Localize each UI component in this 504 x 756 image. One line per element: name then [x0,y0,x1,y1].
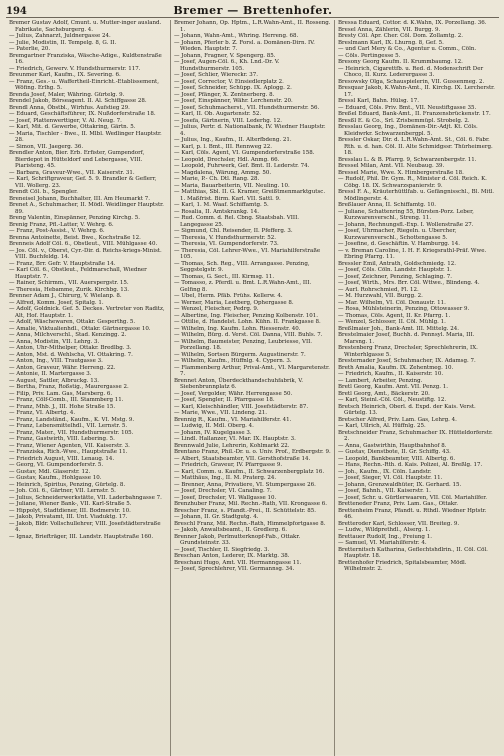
directory-entry: — Friedrich, Kaufm., II. Kaiserstr. 10. [338,371,444,377]
directory-entry: — Friedrich August, VIII. Lenaug. 14. [9,455,115,462]
directory-entry: Bresternader Josef, Schuhmacher, IX. Adamsg. 7. [338,358,476,364]
directory-entry: — Franz, Lebensmittelhdl., VII. Lernstr. 5. [9,423,128,429]
directory-entry: — Jakob, Bldr. Vollschullehrer, VIII. Josefstädterstraße 4. [9,520,161,533]
directory-entry: — Josef, Schuhmacherst., VII. Hundsthurmerstr. 56. [174,104,320,111]
directory-entry: — Albert, Staatsbeamter, VII. Gersthofstraße 14. [174,455,311,462]
directory-entry: Bretscher Alfred, Priv. Lam. Gas, Lehrg. 4. [338,416,457,423]
directory-entry: — und Carl Mery & Co., Agentur u. Comm., Cöln. [338,46,477,52]
directory-entry: — Johann, II. Gr. Stadtgutg. 4. [174,514,259,520]
directory-entry: — Matthias, Sbl. II. G. Kramer, Greißtmenmarktgutsc. 1. Maßfrist. Birm. Karl. VII. Sattl. 9. [174,189,326,202]
directory-entry: — Rud. Comm. d. Rel. Cbng. Staatsbah. VIII. Langegasse 25. [174,215,299,228]
directory-entry: — Adolf, Wäschewaren, Ottakr. Gesperthg. 5. [9,319,136,325]
running-title: Bremer — Brettenhofer. [173,4,333,17]
directory-entry: — Karl, Mit. d. Gewerbe, Ottakring, Gärtn. 5. [9,124,136,130]
directory-entry: — Ludw., Wildprethdl., Alserg. 1. [338,527,431,533]
directory-entry: — Simon, VII. Jaegerg. 36. [9,143,84,150]
directory-entry: — v. Breman Caroline, I. H. F. Kriegsrathl-Präf. Wwe. Ebring Pfarrg. 11. [338,247,487,260]
directory-entry: — Barbara, Graveur-Wwe., VII. Kaiserstr. 31. [9,169,135,176]
directory-entry: Brenneis Adolf Cöl. 6., Obstleut., VIII. Mühlgasse 40. [9,241,158,247]
directory-entry: Breßlmaier Joh., Bank-Amt. III. Mittelg. 24. [338,325,460,332]
directory-entry: Brenig Franz, Pfl.-Latter, V. Wehrg. 6. [9,221,114,228]
directory-entry: Brenda Josef, Maler, Währing. Gürtelg. 9. [9,91,125,98]
directory-entry: — Marie, P.- Ch. Dtl. Rang. 28. [174,176,260,182]
directory-entry: — Gustav, Dienstbote, II. Gr. Schiffg. 43. [338,449,451,455]
column-3 [334,20,498,756]
directory-entry: — Johann, Fragner, V. Spengerg. 85. [174,52,276,59]
directory-entry: — Paterlie, 20. [9,46,51,52]
directory-entry: Brettenheim Franz, Pfandt. u. Rthdl. Wiedner Hptstr. 46. [338,507,487,520]
directory-entry: — Magdalena, Wärung, Ammg. 50. [174,169,272,176]
directory-entry: — Josef, Tischler, II. Siegfriedg. 3. [174,546,270,553]
directory-entry: Bresslau Georg, Ing., Domänen-Dir.-Adjt. Kt. Cöls. Kleidwrkr. Schwarzenbergpl. 5. [338,124,478,137]
directory-entry: — Maria, Tischler - Bwe., II. Mlbl. Wedlinger Hauptstr. 28. [9,130,162,143]
directory-entry: — Antonie, II. Martergasse 3. [9,371,92,377]
directory-entry: — Thomas, Sch. Reg., VIII. Arrangasse. Penzing, Seggstelgstr. 9. [174,260,310,273]
directory-entry: — Theresia, Hebamme, Zurik. Kirchbg. 13. [9,286,129,293]
directory-entry: — Sigmund, Chl. Reisender, II. Pfefferg. 3. [174,228,293,234]
directory-entry: Brestelmaier Josef, Buchh. d. Pennsyl. Maria, III. Marsng. 1. [338,332,475,345]
directory-entry: — Wenzel, Schlosser, II. Cöl. Mühlg. 1. [338,319,446,325]
directory-entry: — Franz, Gastwirth, VIII. Lebering. 5. [9,436,115,442]
directory-entry: — Josef, Drechsler, VI. Canaling. 7. [174,488,272,494]
directory-entry: Bressel Marie, Wwe. X. Himbergerstraße 18. [338,169,464,176]
directory-entry: — Theresia, VI. Gumpendorferstr. 73. [174,241,279,247]
directory-entry: — Heinrich, Cigarettfb. u. Red. d. Modenschrift Der Choco, II. Kurz. Lederergasse 3. [338,65,484,78]
directory-entry: — Juliane, Schattenring 55, Bürsten-Porz. Leber, Kurzwarenverschl., Streng. 11. [338,208,474,221]
directory-entry: Bresony Georg Kaufm. II. Krummbaumg. 12. [338,59,463,65]
directory-entry: — Rudolf, Phil. Dr. Gym. R., Minister d. Cöl. Reich. K. Cöbg. 18. IX. Schwarzspanierstr. 9. [338,176,487,189]
directory-entry: — Amalie, Viktualienhdl., Ottakr. Gärtnergasse 10. [9,325,151,332]
directory-entry: Bressl Karl, Bahn. Hülsg. 17. [338,98,419,104]
directory-entry: — Karl, Cöls. Agent, VI. Gumpendorferstraße 158. [174,150,315,156]
directory-entry: — Lindl. Hallanzer, VI. Mar. IX. Hauptstr. 3. [174,436,296,442]
directory-entry: — Albertine, Ing. Fleischer, Penzing Kolbenstr. 101. [174,312,319,319]
directory-entry: — Mar. Wilhelm, VI. Cöl. Donaustr. 11. [338,299,446,306]
directory-entry: — Josef, Einspänner, Währ. Lerchenstr. 20. [174,98,293,104]
directory-entry: Brendl Anna, Öbstbl., Wirhfus. Aufstieg 29. [9,104,130,111]
directory-entry: — Johann, IV. Kugelgasse 3. [174,429,252,436]
directory-entry: — Werner, Maria, Leetberg, Ophergasse 8. [174,299,294,306]
directory-entry: — Wilhelm, Kaufm., Hüffnlg. 4. Cypern. 3. [174,358,292,364]
directory-entry: — Adolf, Goldnick. Gef. 5. Deckes. Vertreter von Raditz, Alt, Hof. Hauptstr. 1. [9,306,165,319]
directory-entry: — Josef, Drechsler, VI. Wallgasse 10. [174,494,277,501]
directory-entry: Brennet Anton, Überdeckthandschuhfabrik, V. Siebenbrunnplatz 6. [174,377,303,390]
directory-entry: Bresslau L. & B. Pfarrg. 9, Schwarzenbergstr. 11. [338,156,477,163]
directory-entry: Breßel Eduard, Bank-Amt., II. Franzensbrückenstr. 17. [338,111,491,117]
directory-entry: Brendel Jakob, Börseagent. II. Al. Schiffgasse 28. [9,98,147,104]
directory-entry: Bressler Emil, Antrath, Goldschmiedg. 12. [338,260,457,267]
directory-entry: — Tomasso, z. Pferdl. u. Bmt. L.R.Wahn-Amt., III. Gelfing 8. [174,280,312,293]
directory-entry: Bretschneider Franz, Schuhmacher IX. Hütteldorferstr. 2. [338,429,493,442]
directory-entry: — Josef, Pfänger, X. Zentnerberg. 8. [174,91,275,98]
directory-entry: Brettauer Rudolf, Ing., Freiung 1. [338,533,432,540]
directory-entry: — M. Hurzwahl, VII. Burgg. 2. [338,293,423,299]
directory-entry: — Julius, Schneiderwerkstätte, VII. Laderbahngasse 7. [9,494,162,501]
directory-entry: — Josef, Spengler, II. Pfarrgasse 18. [174,397,275,403]
directory-entry: — Gustav, Kaufm., Hohlgasse 10. [9,475,102,481]
page-number: 194 [6,6,27,17]
directory-entry: — Thomas, G. Sect., III. Kirmsg. 11. [174,273,275,280]
directory-entry: — Rainer, Schirmm., VII. Auerspergstr. 15. [9,280,129,286]
directory-entry: — Josef, Sieger, VI. Cöl. Hauptstr. 11. [338,475,443,481]
directory-entry: — Aurl. Rohrschmied, Fl. 12. [338,286,419,293]
directory-entry: Brendler Anton, Bier. Erb. Erfister, Gumpendorf, Bierdepot in Hütteldorf und Lebergasse, VIII. Piaristeng. 45. [9,150,145,169]
directory-entry: — Rosalia, II. Amtskrankg. 14. [174,208,260,215]
directory-entry: — Wilhelm, Baumeister, Penzing, Leubriesse, VII. Porzellang. 18. [174,338,313,351]
directory-entry: — Julius, Pertr. d. Nationalbank, IV. Wiedner Hauptstr. 4. [174,124,326,137]
directory-entry: — Josef, Corrector, V. Einsiedlerplatz 2. [174,78,284,85]
column-1 [6,20,170,756]
directory-entry: Bretsch Heinrich, Oberl. d. Expd. der Kais. Verst. Gürtelg. 13. [338,403,476,416]
directory-entry: — Flammenberg Arthur, Prival-Amt., VI. Margaretenstr. 7. [174,364,330,377]
directory-entry: Bresquar Jakob, K.Wahn-Amt., II. Kirchg. IX. Lercherstr. 17. [338,85,495,98]
directory-entry: Bresel Anna, Zählerin, VII. Burgg. 9. [338,26,441,33]
directory-entry: — Franz, Wiener Agenten, VII. Kaiserstr. 3. [9,442,130,449]
directory-entry: — Johann, Pferler b. Z. Forsl. a. Domänen-Dirn. IV. Wieden. Hauptstr. 7. [174,39,315,52]
directory-entry: — Eduard, Cöls. Priv. Bmt., VII. Neustiftgasse 35. [338,104,477,111]
directory-entry: Brenet A., Schuhmacher, II. Mödl. Weidlinger Hauptstr. 89. [9,202,164,215]
directory-entry: Breslmann Karl, IX. Lhurng. 8, Gef. 5. [338,39,444,46]
directory-entry: Breßlauer Anna, II. Schiffamtg. 10. [338,202,437,208]
directory-entry: Bretl Georg, Amt., Bäckerstr. 20. [338,390,430,397]
directory-entry: Bremer Gustav Adolf, Cmunt. u. Mutter-inger ausland. Fabrikate, Sachsburgerg. 4. [9,20,162,33]
directory-entry: Bremgartner Franziska, Wäsche-Adige., Kuldtenstraße 16. [9,52,162,65]
directory-entry: — Karl, p. l. Bmt., III. Rennweg 22. [174,143,272,150]
directory-entry: — Theresia, V. Hundsthurmerstr. 52. [174,234,277,241]
directory-entry: — Gustav, Mdl. Glaserstr. 12. [9,468,91,475]
directory-entry: — Franz, Mater., VII. Hundsthurmerstr. 105. [9,429,134,436]
directory-entry: — Joh., Kaufm., IX. Cöln. Landstr. [338,468,432,475]
directory-entry: — Eduard, Geschäftsführer, IX. Nußdorferstraße 18. [9,111,156,117]
directory-entry: — Franz, Landständ., Kaufm., K. VI. Mstg. 9. [9,416,135,423]
directory-entry: — Johann, Rechnungsfl.-Exp. I. Wollenstraße 27. [338,221,474,228]
directory-entry: Bressa Eduard, Cottor. d. K.Wahn, IX. Porzellang. 36. [338,20,487,26]
directory-entry: Breth Amalia, Kaufm. IX. Zehentmeg. 10. [338,364,454,371]
directory-entry: Bretteroder Karl, Schlosser, VII. Breiteg. 9. [338,520,460,527]
directory-entry: — Josefa, Gärtnerin, VIII. Lederhg. 12. [174,117,282,124]
directory-entry: — Karl, Kleischhändler, VIII. Josefstädterstr. 87. [174,403,309,410]
directory-entry: — Josef, Cöls. Cöln. Landstr. Hauptstr. 1. [338,267,452,273]
directory-entry: — Anna, Modistin, VII. Lehrg. 3. [9,338,100,345]
directory-entry: — Karl, Comm. u. Kaufm., II. Schwarzenbergplatz 16. [174,468,325,475]
directory-entry: Brennwald Julie, Lehrerin, Kohlmarkt 22. [174,442,290,449]
directory-entry: — Ubel, Herm. Pfäb. Frühs. Kellerw. 4. [174,293,283,299]
directory-entry: Brentano Franz, Phil.-Dr. u. o. Univ. Prof., Erdbergstr. 9. [174,449,331,455]
directory-entry: — Franz, Mhb. J., III. Hohe Straße 15. [9,403,116,410]
directory-entry: — Johann, Grenzwaldhüter, IX. Gerhard. 15. [338,481,462,488]
directory-entry: — Rosa, Mühlsteinerin, Penzing, Ottowasser 9. [338,306,470,312]
directory-entry: — Jos. Cöl. v., Oberst, Cyr.-Dir. d. Reichs-kriegs-Minist. VIII. Buchfeldg. 14. [9,247,162,260]
directory-entry: — Julius, Ing., Kaufm., II. Alterfbdeng. 21. [174,137,292,143]
directory-entry: Breschan Anton, Lederer, IX. Marktg. 38. [174,553,290,559]
directory-entry: — Jakob, Anwaltsbeamt., II. Gredlerg. 6. [174,527,287,533]
directory-entry: — Franziska, Rich.-Wwe., Hauptstraße 11. [9,449,128,455]
directory-entry: — Bertha, Franz, Roßstig., Maurergasse 2. [9,384,129,390]
page-header [6,4,499,18]
directory-entry: Bresowsky Olga, Schauspielerin, VII. Gussenmeg. 2. [338,78,485,85]
directory-entry: — Friedrich, Gewerv. V. Hundsthurmerstr. 117. [9,65,141,72]
directory-entry: — Josefine, d. Geschäftin. V. Hamburgg. 14. [338,241,461,247]
directory-entry: — Lambert, Arbeiter, Penzing. [338,377,423,384]
directory-entry: Brenzhuber Franz, Mil. Rechn.-Rath, VII. Krongasse 6. [174,501,327,507]
directory-entry: — Julie, Modistin, II. Tempelg. 8, G. II. [9,39,117,46]
directory-entry: Breng Valentin, Einspänner, Penzing Kirchg. 5. [9,215,140,221]
directory-entry: Bressler Oskar, Dir. d. L.R.Wahn-Amt. St., Cöl. 6. Fabr. Rth. u. d. han. Cöl. II. Alte Schmidgssr. Thürheimerg. 18. [338,137,493,156]
directory-entry: — Matthäus, Ing., II. M. Praterg. 24. [174,475,277,481]
directory-entry: — Karl, Steinl.-Cöl. Cöl., Neustiftg. 12. [338,397,447,403]
directory-entry: — Wilhelm, Bürg. d. Verst. Cöl. Danna, VIII. Buhls. 7. [174,332,323,338]
directory-entry: — Theresia, Cöl. Lehrer-Wwe., VI. Mariahilferstraße 105. [174,247,321,260]
directory-entry: — Josef, Augen-Cöl. 6., Kh. Lnd.-Dr. V. Hundsthurmerstr. 105. [174,59,280,72]
directory-entry: Bretl Georg, Kaufm. Amt. VII. Penzg. 1. [338,384,449,390]
directory-entry: — Thomas, Cöls. Agent, II. Kr. Pfarrg. 1. [338,312,451,319]
directory-entry: — Josef, Zeichner, Penzing, Schlaging. 7. [338,273,452,280]
directory-entry: — Ottilie, d. Handelst. Lohn. Kühn. II. Frankgasse 8. [174,319,321,325]
directory-entry: — Wenzel, Fleischer, Pedrg. 9. [174,306,259,312]
directory-entry: — Josef, Vergolder, Währ. Herrengasse 50. [174,390,293,397]
directory-entry: — Anna, Milchverschl., Stad. Kenzingg. 2. [9,332,127,338]
directory-entry: — Joh. Cöl. 6., Gärtner, VII. Lernstr. 5. [9,488,116,494]
directory-entry: — Georg, VI. Gumpendorferstr. 5. [9,462,104,468]
directory-entry: — Johann, Wahn-Amt., Whring. Herreng. 68. [174,33,299,39]
directory-entry: Brendt Cöl. b., Spengler. [9,189,78,195]
directory-entry: Brestenberg Franz, Drechsler, Sprechlehrerin, IX. Winterhlgasse 5. [338,345,478,358]
directory-entry: Bressel Milan, Amt. VII. Neubaug. 39. [338,163,445,169]
directory-entry: — Ignaz, Briefträger, III. Landstr. Hauptstraße 160. [9,533,154,540]
directory-entry: — Marie, Wwe., VII. Lindeng. 21. [174,410,268,416]
directory-entry: — Franz, Cölf-Comb., III. Stammberg 11. [9,397,124,403]
directory-entry: — Josef, Wirth., Mrs. Brr. Cöl. Wttwe., Blindeng. 4. [338,280,480,286]
directory-entry: Brennig R., Kaufm., VI. Mariahilferstr. 41. [174,416,292,423]
directory-entry: — Leopold, Fuhrwerk, Gef. Bmt. II. Lederstr. 74. [174,163,310,169]
directory-entry: — Leopold, Drechsler, Hdl. Anmg. 66. [174,156,280,163]
directory-entry: — Franz, Ges.- u. Waffertheil-Einricht.-Etablissement, Wöfing. Erlhg. 5. [9,78,159,91]
directory-entry: — Maria, Bauarbeiterin, VII. Neuling. 10. [174,182,290,189]
directory-entry: — Josef, Bahnh., VII. Kaiserstr. 1. [338,488,431,494]
directory-entry: — Julius, Zahnarzt, Juldnergasse 24. [9,33,111,39]
directory-entry: — Josef, Sprechlehrer, VII. Germannsg. 34. [174,566,295,572]
directory-entry: — Karl Cöl. 6., Obstleut., Feldmarschall, Wiedner Hauptstr. 7. [9,267,147,280]
directory-entry: — Karl, Ullrich, Al. Hüffnlg. 25. [338,423,426,429]
directory-entry: — Anton, Ing., VIII. Trautgasse 3. [9,358,103,364]
directory-entry: — Karl, II. Ob. Augartenstr. 52. [174,111,262,117]
directory-entry: Bremer Johann, Op. Hptm., L.R.Wahn-Amt., II. Rosseng. 1. [174,20,331,33]
directory-entry: Brenna Antoinette, Beist. Bwe., Kochstraße 12. [9,234,141,241]
directory-entry: Bresßl E. & Co., Srl. Zrisbemmüpl. Strobelg. 2. [338,117,470,124]
directory-entry: — Cöls. Pertingesse 5. [338,52,401,59]
directory-entry: — Juliane, Wiener Bank-, VII. Karl-Straße 5. [9,501,132,507]
directory-entry: — August, Sattler, Albruckg. 13. [9,377,99,384]
directory-entry: Breschl Franz, Mil. Rechn.-Rath, Himmelpfortgasse 8. [174,520,326,527]
directory-entry: — Samuel, VI. Mariahilferstr. 4. [338,540,427,546]
directory-entry: — Wilhelm, Sortsen Bürgerm. Augustinerstr. 7. [174,351,306,358]
directory-entry: Breschani Hugo, Amt. VII. Hermanngasse 11. [174,559,302,566]
directory-entry: Bretteneder Franz, Priv. Lam. Gas., Ottakr. [338,501,458,507]
directory-entry: — Franz, Post-Assist., V. Wehrg. 6. [9,228,105,234]
directory-entry: Bresty Cöl. Apr. Cher. Cöl. Dom. Zollamtg. 2. [338,33,463,39]
directory-entry: — Alfred, Komm. Josef, Spitalg. 1. [9,299,104,306]
directory-entry: — Franz, Brr. Gefr. V. Hauptstraße 14. [9,260,116,267]
directory-entry: — Anton, Mst. d. Wehlscha, VI. Ottakring. 7. [9,351,133,358]
directory-entry: — Anton, Graveur, Währ. Herreng. 22. [9,364,116,371]
directory-entry: — Karl, 1. M. Waaf. Schiffamtg. 5. [174,202,269,208]
directory-entry: — Ludwig, II. Mdl. Oberg. 4. [174,423,254,429]
directory-entry: — Wilhelm, Ing. Kaufm. Lohn. Riessenstr. 40. [174,325,301,332]
directory-entry: — Filip, Priv. Lam. Gas, Marsberg. 6. [9,390,113,397]
directory-entry: — Friedrich, Graveur, IV. Pfarrgasse 9. [174,462,283,468]
directory-entry: Breunmer Karl, Kaufm., IX. Severing. 6. [9,72,121,78]
directory-entry: — Franz, VI. Albertg. 4. [9,410,76,416]
directory-entry: — Josef, Schr. u. Gürtlerwaaren, VII. Cöl. Mariahilfer. [338,494,488,501]
directory-entry: Brettenhofer Friedrich, Spitalsbeamter, Mödl. Wilhelmstr. 2. [338,559,467,572]
directory-entry: — Leopold, Bankbeamter, VIII. Albertg. 6. [338,455,456,462]
directory-entry: Brescher Franz, s. Pfandt.-Prei., II. Schüttelstr. 85. [174,507,316,514]
directory-entry: — Josef, Uhrmacher, Riegeln. u. Ubercher, Kurzwarenverschl., Schottengasse 5. [338,228,457,241]
directory-entry: — Brenner, Anna, Privatiere, VI. Stumpergasse 26. [174,481,316,488]
columns [6,20,499,756]
directory-entry: — Hans, Rechn.-Rth. d. Kais. Polizei, Al. Breßlg. 17. [338,462,483,468]
directory-entry: Breneisel Johann, Buchhalter, III. Am Heumarkt 7. [9,195,150,202]
directory-entry: Bressl F. A., Kräuterhüttlfab. u. Gefängnisschl., Bl. Mitl. Mödlingerstr. 4. [338,189,495,202]
directory-entry: — Anton, Uhr-Mithelper, Ottakr. Bredlbg. 3. [9,345,132,351]
directory-entry: — Josef, Plattenwerttiger, V. Al. Neug. 7. [9,117,122,124]
directory-entry: — Josef, Schlier, Wiereckr. 37. [174,72,258,78]
directory-entry: — Karl, Schriftgraveur, Gef. 5. 9. Brandler & Geflerr, VII. Wollerg. 23. [9,176,157,189]
directory-entry: Brenner Adam J., Chirurg, V. Wielanp. 8. [9,293,122,299]
directory-entry: Brenner Jakob, Perlmutterknopf-Fab., Ottakr. Grundsteinstr. 33. [174,533,301,546]
column-2 [170,20,334,756]
directory-entry: — Anna, Gastwirthin, Hauptbahnhof 8. [338,442,447,449]
directory-entry: — Heinrich, Spiritus, Penzing, Gürtelg. 8. [9,481,126,488]
directory-entry: Bretternitsch Katharina, Geflechtshdlrin., II. Cöl. Cöl. Hauptstr. 18. [338,546,488,559]
directory-entry: — Josef, Schneider, Schüpp. IX. Aplogg. 2. [174,85,292,91]
directory-entry: — Hippolyt, Stadtdiener, III. Bodmerstr. 10. [9,507,131,514]
directory-entry: — Jakob, Privatamt, III. Unt. Viaduktg. 17. [9,514,128,520]
